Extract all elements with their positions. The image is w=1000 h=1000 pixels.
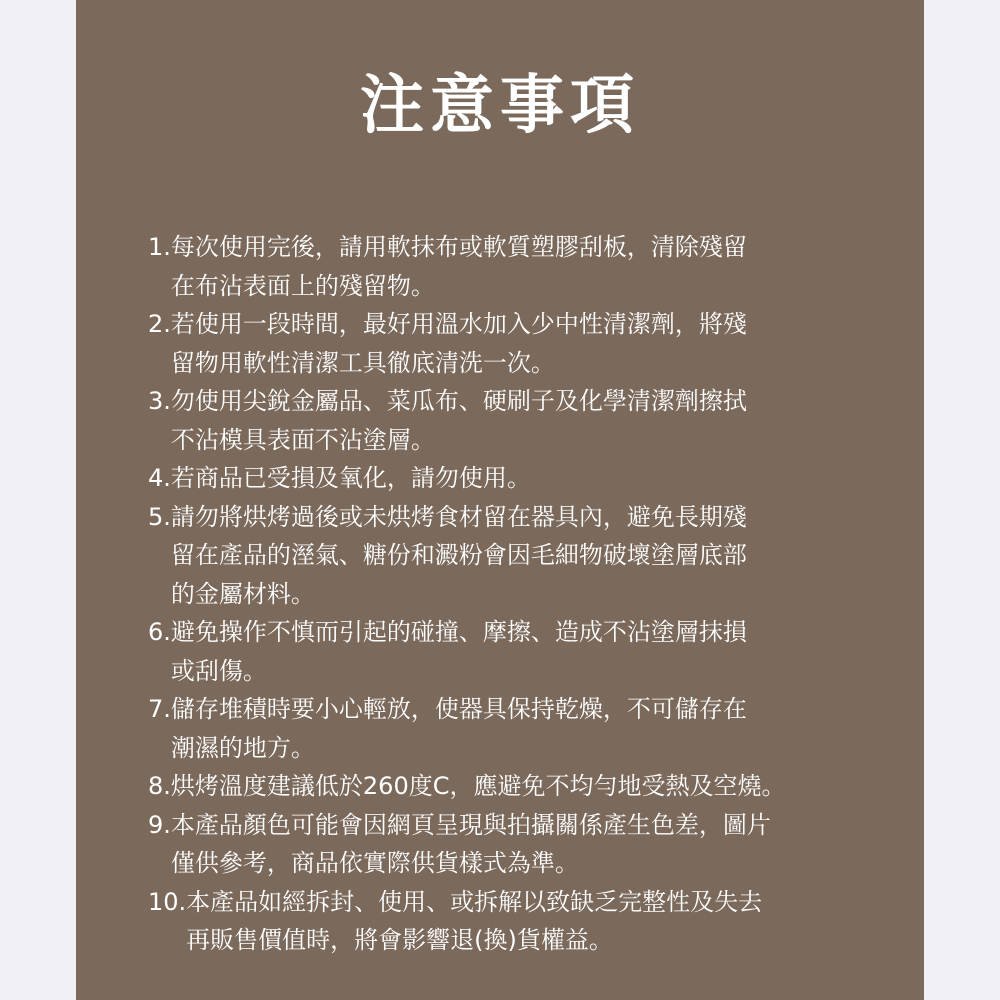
list-item xyxy=(148,767,918,806)
item-number: 2. xyxy=(148,310,171,338)
item-line: 烘烤溫度建議低於260度C，應避免不均勻地受熱及空燒。 xyxy=(170,772,786,800)
item-number: 1. xyxy=(148,233,171,261)
item-number: 3. xyxy=(148,387,171,415)
item-line: 本產品顏色可能會因網頁呈現與拍攝關係產生色差，圖片 xyxy=(170,810,771,839)
list-item xyxy=(148,806,918,883)
item-line: 留在產品的溼氣、糖份和澱粉會因毛細物破壞塗層底部 xyxy=(170,541,747,569)
item-line: 若使用一段時間，最好用溫水加入少中性清潔劑，將殘 xyxy=(170,310,747,338)
item-line: 再販售價值時，將會影響退(換)貨權益。 xyxy=(186,926,613,954)
item-line: 不沾模具表面不沾塗層。 xyxy=(170,425,435,454)
item-line: 請勿將烘烤過後或未烘烤食材留在器具內，避免長期殘 xyxy=(170,502,747,531)
item-line: 僅供參考，商品依實際供貨樣式為準。 xyxy=(170,849,579,877)
list-item xyxy=(148,690,918,767)
list-item xyxy=(148,883,918,960)
item-line: 本產品如經拆封、使用、或拆解以致缺乏完整性及失去 xyxy=(186,887,763,916)
item-line: 每次使用完後，請用軟抹布或軟質塑膠刮板，清除殘留 xyxy=(170,233,747,261)
list-item xyxy=(148,382,918,459)
item-number: 5. xyxy=(148,502,171,531)
item-text xyxy=(171,806,918,883)
item-number: 9. xyxy=(148,810,171,839)
page-title: 注意事項 xyxy=(360,69,640,143)
item-text xyxy=(186,883,918,960)
item-line: 若商品已受損及氧化，請勿使用。 xyxy=(170,464,531,492)
item-text xyxy=(171,228,918,305)
item-number: 8. xyxy=(148,772,171,800)
list-item xyxy=(148,498,918,614)
item-text xyxy=(171,305,918,382)
item-number: 10. xyxy=(148,887,187,916)
list-item xyxy=(148,459,918,498)
item-text xyxy=(171,690,918,767)
item-line: 或刮傷。 xyxy=(170,656,267,685)
item-text xyxy=(171,613,918,690)
item-line: 儲存堆積時要小心輕放，使器具保持乾燥，不可儲存在 xyxy=(170,695,747,723)
item-text xyxy=(171,498,918,614)
list-item xyxy=(148,228,918,305)
item-number: 4. xyxy=(148,464,171,492)
item-text xyxy=(171,767,918,806)
notice-panel xyxy=(76,0,924,1000)
list-item xyxy=(148,613,918,690)
item-line: 留物用軟性清潔工具徹底清洗一次。 xyxy=(170,348,555,377)
list-item xyxy=(148,305,918,382)
item-line: 在布沾表面上的殘留物。 xyxy=(170,271,435,300)
item-line: 潮濕的地方。 xyxy=(170,733,315,762)
item-number: 7. xyxy=(148,695,171,723)
item-text xyxy=(171,459,918,498)
item-line: 避免操作不慎而引起的碰撞、摩擦、造成不沾塗層抹損 xyxy=(170,618,747,646)
item-line: 的金屬材料。 xyxy=(170,579,315,608)
item-text xyxy=(171,382,918,459)
notes-list xyxy=(148,228,918,960)
item-line: 勿使用尖銳金屬品、菜瓜布、硬刷子及化學清潔劑擦拭 xyxy=(170,387,747,415)
item-number: 6. xyxy=(148,618,171,646)
